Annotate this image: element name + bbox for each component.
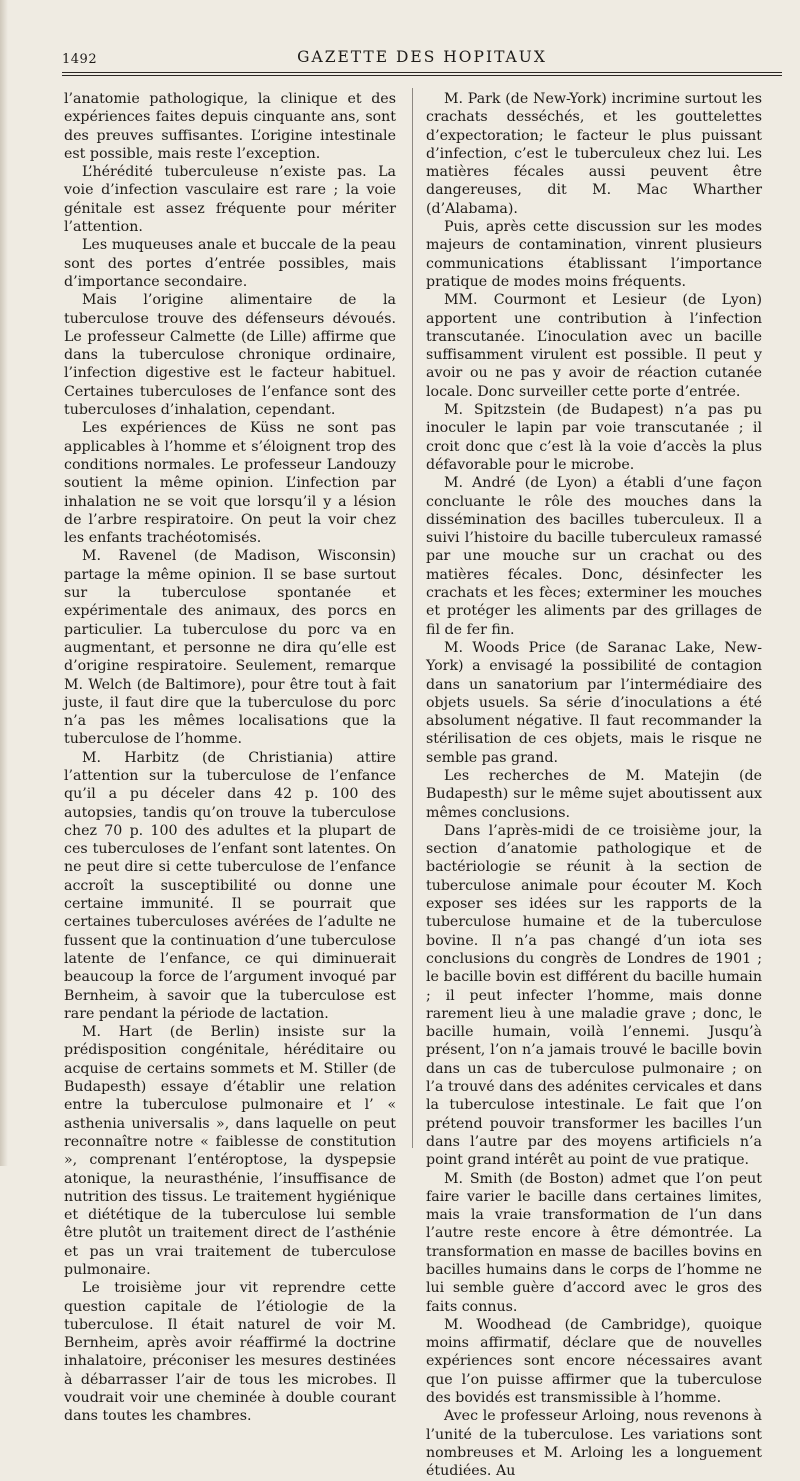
- paragraph: Les recherches de M. Matejin (de Budapesth) sur le même sujet aboutissent aux mêmes conclusions.: [426, 767, 762, 821]
- paragraph: Avec le professeur Arloing, nous revenons à l’unité de la tuberculose. Les variations sont nombreuses et M. Arloing les a longuement étudiées. Au: [426, 1408, 762, 1480]
- column-divider: [412, 88, 413, 1148]
- paragraph: M. Harbitz (de Christiania) attire l’attention sur la tuberculose de l’enfance qu’il a pu déceler dans 42 p. 100 des autopsies, tandis qu’on trouve la tuberculose chez 70 p. 100 des adultes et la plupart de ces tuberculoses de l’enfant sont latentes. On ne peut dire si cette tuberculose de l’enfance accroît la susceptibilité ou donne une certaine immunité. Il se pourrait que certaines tuberculoses avérées de l’adulte ne fussent que la continuation d’une tuberculose latente de l’enfance, ce qui diminuerait beaucoup la force de l’argument invoqué par Bernheim, à savoir que la tuberculose est rare pendant la période de lactation.: [64, 749, 396, 1022]
- header-rule-bottom: [62, 75, 782, 76]
- paragraph: M. Ravenel (de Madison, Wisconsin) partage la même opinion. Il se base surtout sur la tuberculose spontanée et expérimentale des animaux, des porcs en particulier. La tuberculose du porc va en augmentant, et personne ne dira qu’elle est d’origine respiratoire. Seulement, remarque M. Welch (de Baltimore), pour être tout à fait juste, il faut dire que la tuberculose du porc n’a pas les mêmes localisations que la tuberculose de l’homme.: [64, 548, 396, 748]
- left-column: [64, 90, 396, 1425]
- page-binding-edge: [0, 0, 8, 1166]
- paragraph: M. Hart (de Berlin) insiste sur la prédisposition congénitale, héréditaire ou acquise de certains sommets et M. Stiller (de Budapesth) essaye d’établir une relation entre la tuberculose pulmonaire et l’ « asthenia universalis », dans laquelle on peut reconnaître notre « faiblesse de constitution », comprenant l’entéroptose, la dyspepsie atonique, la neurasthénie, l’insuffisance de nutrition des tissus. Le traitement hygiénique et diététique de la tuberculose lui semble être plutôt un traitement direct de l’asthénie et pas un vrai traitement de tuberculose pulmonaire.: [64, 1024, 396, 1278]
- paragraph: Mais l’origine alimentaire de la tuberculose trouve des défenseurs dévoués. Le professeur Calmette (de Lille) affirme que dans la tuberculose chronique ordinaire, l’infection digestive est le facteur habituel. Certaines tuberculoses de l’enfance sont des tuberculoses d’inhalation, cependant.: [64, 292, 396, 419]
- paragraph: M. Woods Price (de Saranac Lake, New-York) a envisagé la possibilité de contagion dans un sanatorium par l’intermédiaire des objets usuels. Sa série d’inoculations a été absolument négative. Il faut recommander la stérilisation de ces objets, mais le risque ne semble pas grand.: [426, 639, 762, 766]
- page-number: 1492: [62, 52, 98, 67]
- paragraph: M. Smith (de Boston) admet que l’on peut faire varier le bacille dans certaines limites, mais la vraie transformation de l’un dans l’autre reste encore à être démontrée. La transformation en masse de bacilles bovins en bacilles humains dans le corps de l’homme ne lui semble guère d’accord avec le gros des faits connus.: [426, 1170, 762, 1315]
- header-rule-top: [62, 72, 782, 73]
- paragraph: M. André (de Lyon) a établi d’une façon concluante le rôle des mouches dans la dissémination des bacilles tuberculeux. Il a suivi l’histoire du bacille tuberculeux ramassé par une mouche sur un crachat ou des matières fécales. Donc, désinfecter les crachats et les fèces; exterminer les mouches et protéger les aliments par des grillages de fil de fer fin.: [426, 475, 762, 638]
- page-header: [62, 44, 782, 68]
- paragraph: Puis, après cette discussion sur les modes majeurs de contamination, vinrent plusieurs communications établissant l’importance pratique de modes moins fréquents.: [426, 219, 762, 290]
- paragraph: M. Woodhead (de Cambridge), quoique moins affirmatif, déclare que de nouvelles expériences sont encore nécessaires avant que l’on puisse affirmer que la tuberculose des bovidés est transmissible à l’homme.: [426, 1316, 762, 1407]
- paragraph: Dans l’après-midi de ce troisième jour, la section d’anatomie pathologique et de bactériologie se réunit à la section de tuberculose animale pour écouter M. Koch exposer ses idées sur les rapports de la tuberculose humaine et de la tuberculose bovine. Il n’a pas changé d’un iota ses conclusions du congrès de Londres de 1901 ; le bacille bovin est différent du bacille humain ; il peut infecter l’homme, mais donne rarement lieu à une maladie grave ; donc, le bacille humain, voilà l’ennemi. Jusqu’à présent, l’on n’a jamais trouvé le bacille bovin dans un cas de tuberculose pulmonaire ; on l’a trouvé dans des adénites cervicales et dans la tuberculose intestinale. Le fait que l’on prétend pouvoir transformer les bacilles l’un dans l’autre par des moyens artificiels n’a point grand intérêt au point de vue pratique.: [426, 822, 762, 1169]
- paragraph: l’anatomie pathologique, la clinique et des expériences faites depuis cinquante ans, sont des preuves suffisantes. L’origine intestinale est possible, mais reste l’exception.: [64, 91, 396, 162]
- paragraph: M. Spitzstein (de Budapest) n’a pas pu inoculer le lapin par voie transcutanée ; il croit donc que c’est là la voie d’accès la plus défavorable pour le microbe.: [426, 402, 762, 473]
- journal-title: GAZETTE DES HOPITAUX: [297, 48, 547, 66]
- paragraph: Les expériences de Küss ne sont pas applicables à l’homme et s’éloignent trop des conditions normales. Le professeur Landouzy soutient la même opinion. L’infection par inhalation ne se voit que lorsqu’il y a lésion de l’arbre respiratoire. On peut la voir chez les enfants trachéotomisés.: [64, 420, 396, 547]
- paragraph: MM. Courmont et Lesieur (de Lyon) apportent une contribution à l’infection transcutanée. L’inoculation avec un bacille suffisamment virulent est possible. Il peut y avoir ou ne pas y avoir de réaction cutanée locale. Donc surveiller cette porte d’entrée.: [426, 292, 762, 400]
- paragraph: M. Park (de New-York) incrimine surtout les crachats desséchés, et les gouttelettes d’expectoration; le facteur le plus puissant d’infection, c’est le tuberculeux chez lui. Les matières fécales aussi peuvent être dangereuses, dit M. Mac Wharther (d’Alabama).: [426, 91, 762, 217]
- paragraph: L’hérédité tuberculeuse n’existe pas. La voie d’infection vasculaire est rare ; la voie génitale est assez fréquente pour mériter l’attention.: [64, 164, 396, 236]
- paragraph: Le troisième jour vit reprendre cette question capitale de l’étiologie de la tuberculose. Il était naturel de voir M. Bernheim, après avoir réaffirmé la doctrine inhalatoire, préconiser les mesures destinées à débarrasser l’air de tous les microbes. Il voudrait voir une cheminée à double courant dans toutes les chambres.: [64, 1280, 396, 1425]
- paragraph: Les muqueuses anale et buccale de la peau sont des portes d’entrée possibles, mais d’importance secondaire.: [64, 237, 396, 290]
- right-column: [426, 90, 762, 1480]
